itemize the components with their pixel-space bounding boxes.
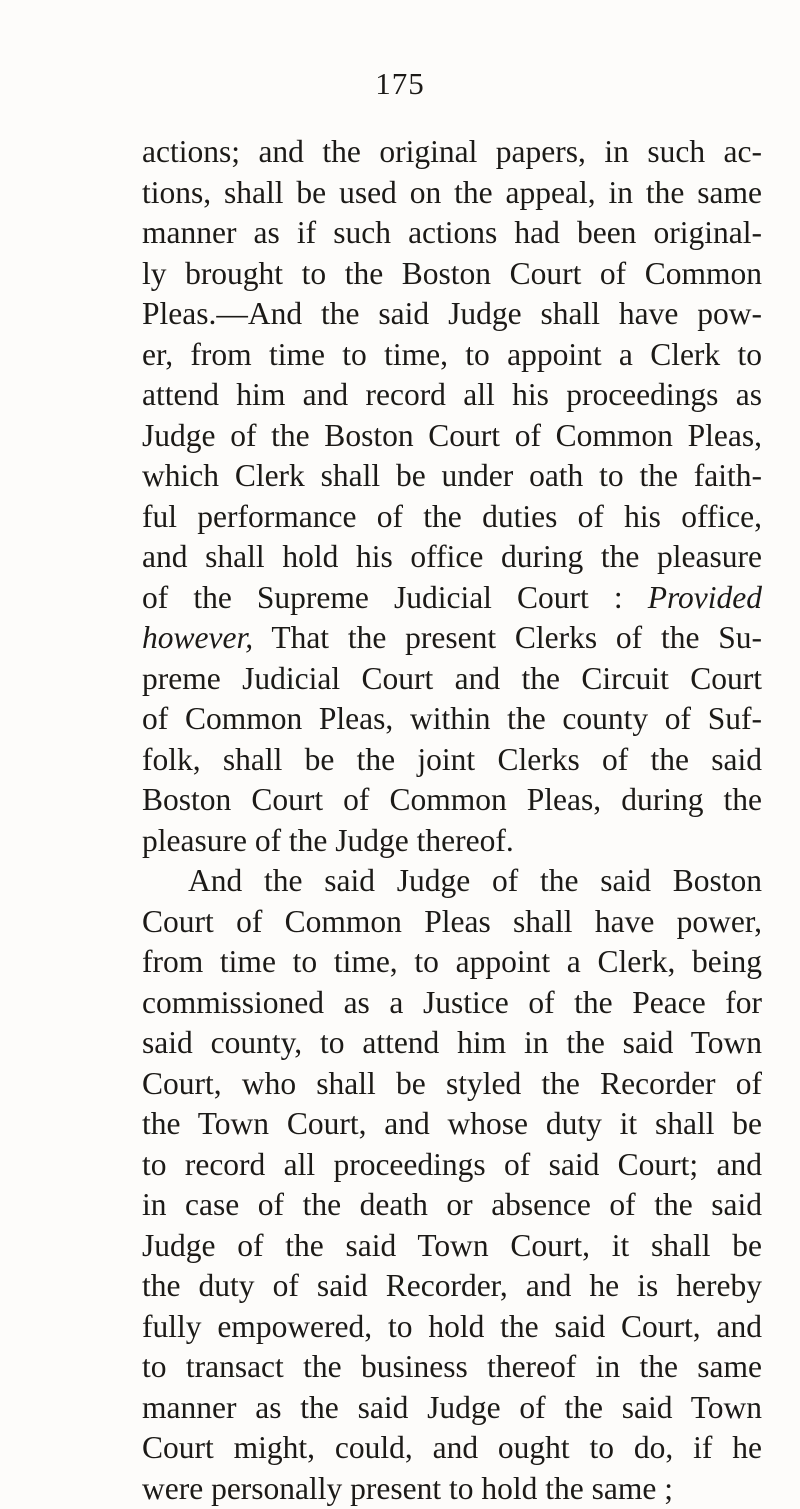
text-line: fully empowered, to hold the said Court, and [142,1307,762,1348]
page-number: 175 [0,64,800,104]
text-line: tions, shall be used on the appeal, in the same [142,173,762,214]
text-line: manner as the said Judge of the said Town [142,1388,762,1429]
text-line: in case of the death or absence of the said [142,1185,762,1226]
text-line: which Clerk shall be under oath to the faith- [142,456,762,497]
text-line: attend him and record all his proceedings as [142,375,762,416]
text-line: Judge of the said Town Court, it shall be [142,1226,762,1267]
text-line: from time to time, to appoint a Clerk, being [142,942,762,983]
text-line: And the said Judge of the said Boston [142,861,762,902]
text-line: were personally present to hold the same ; [142,1469,762,1509]
text-run: That the present Clerks of the Su- [253,620,762,655]
text-line: folk, shall be the joint Clerks of the said [142,740,762,781]
text-line: and shall hold his office during the pleasure [142,537,762,578]
text-line: Court of Common Pleas shall have power, [142,902,762,943]
text-line-mixed [142,618,762,659]
text-line: Judge of the Boston Court of Common Pleas, [142,416,762,457]
text-line: ly brought to the Boston Court of Common [142,254,762,295]
text-line: manner as if such actions had been original- [142,213,762,254]
text-line: the Town Court, and whose duty it shall be [142,1104,762,1145]
italic-run: Provided [648,580,762,615]
text-line: to record all proceedings of said Court; and [142,1145,762,1186]
text-line: of Common Pleas, within the county of Suf- [142,699,762,740]
text-line: commissioned as a Justice of the Peace for [142,983,762,1024]
text-line: to transact the business thereof in the same [142,1347,762,1388]
text-line: er, from time to time, to appoint a Clerk to [142,335,762,376]
text-line: Court might, could, and ought to do, if he [142,1428,762,1469]
text-line: actions; and the original papers, in such ac- [142,132,762,173]
text-line-mixed [142,578,762,619]
text-line: the duty of said Recorder, and he is hereby [142,1266,762,1307]
text-line: Boston Court of Common Pleas, during the [142,780,762,821]
text-line: Court, who shall be styled the Recorder of [142,1064,762,1105]
text-line: preme Judicial Court and the Circuit Court [142,659,762,700]
italic-run: however, [142,620,253,655]
text-run: of the Supreme Judicial Court : [142,580,648,615]
text-line: Pleas.—And the said Judge shall have pow- [142,294,762,335]
text-line: pleasure of the Judge thereof. [142,821,762,862]
body-text [142,132,762,1509]
text-line: ful performance of the duties of his office, [142,497,762,538]
text-line: said county, to attend him in the said Town [142,1023,762,1064]
